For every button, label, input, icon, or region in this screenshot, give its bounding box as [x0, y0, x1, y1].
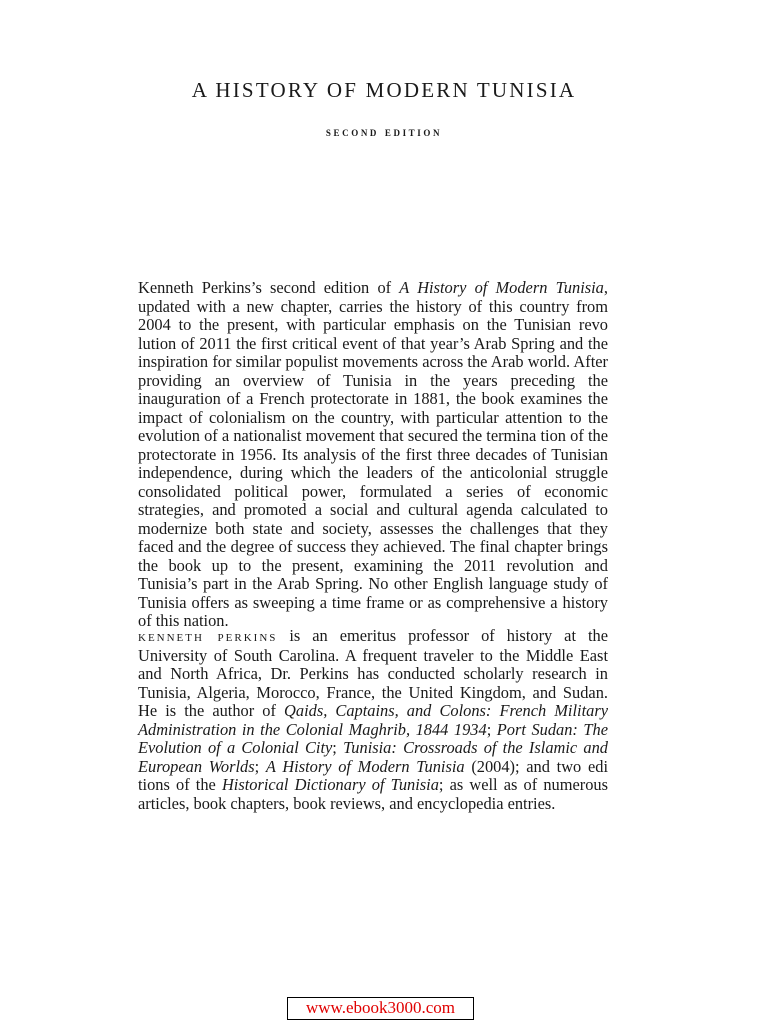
- bio-separator: ;: [254, 756, 266, 776]
- bio-book-5: Historical Dictionary of Tunisia: [221, 775, 439, 794]
- bio-book-2: Port Sudan: The Evolution of a Colonial City: [138, 719, 608, 757]
- bio-book-1: Qaids, Captains, and Colons: French Military Administration in the Colonial Maghrib, 1844 1934: [138, 701, 608, 739]
- summary-text: , updated with a new chapter, carries the history of this country from 2004 to the present, with particular emphasis on the Tunisian revo lution of 2011 the first critical event of that year’s Arab Spring and the inspiration for similar populist movements across the Arab world. After providing an overview of Tunisia in the years preceding the inauguration of a French protectorate in 1881, the book examines the impact of colonialism on the country, with particular attention to the evolution of a nationalist movement that secured the termina tion of the protectorate in 1956. Its analysis of the first three decades of Tunisian independence, during which the leaders of the anticolonial struggle consolidated political power, formulated a series of economic strategies, and promoted a social and cultural agenda calculated to modernize both state and society, assesses the challenges that they faced and the degree of success they achieved. The final chapter brings the book up to the present, examining the 2011 revolution and Tunisia’s part in the Arab Spring. No other English language study of Tunisia offers as sweeping a time frame or as comprehensive a history of this nation.: [138, 278, 608, 630]
- bio-separator: ;: [332, 738, 344, 757]
- author-bio: [138, 627, 608, 813]
- book-summary: [138, 279, 608, 631]
- edition-label: second edition: [325, 124, 443, 139]
- author-name: kenneth perkins: [138, 629, 278, 645]
- summary-book-title: A History of Modern Tunisia: [399, 278, 604, 297]
- bio-text-1: is an emeritus professor of history at the University of South Carolina. A frequent traveler to the Middle East and North Africa, Dr. Perkins has conducted scholarly research in Tunisia, Algeria, Morocco, France, the United Kingdom, and Sudan. He is the author of: [138, 626, 609, 720]
- bio-text-3: ; as well as of numerous articles, book chapters, book reviews, and encyclopedia entries.: [138, 775, 608, 813]
- watermark-link[interactable]: www.ebook3000.com: [287, 997, 474, 1020]
- bio-book-3: Tunisia: Crossroads of the Islamic and European Worlds: [138, 738, 608, 776]
- book-title: A HISTORY OF MODERN TUNISIA: [191, 78, 577, 102]
- summary-lead: Kenneth Perkins’s second edition of: [138, 278, 400, 297]
- bio-book-4: A History of Modern Tunisia: [265, 756, 465, 776]
- bio-text-2: (2004); and two edi tions of the: [138, 756, 608, 794]
- bio-separator: ;: [486, 719, 497, 739]
